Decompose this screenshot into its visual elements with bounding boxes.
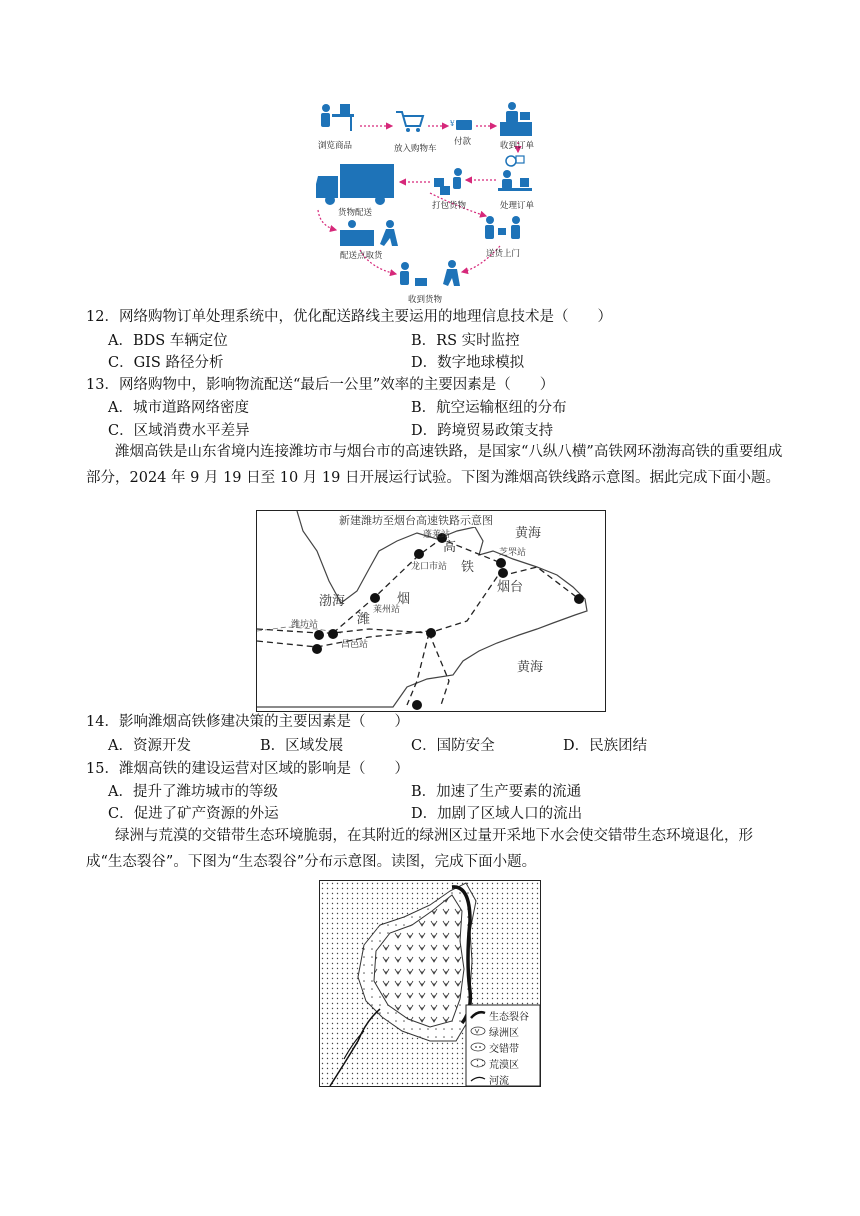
line-char-4: 潍 bbox=[357, 612, 371, 627]
label-process-order: 处理订单 bbox=[500, 201, 535, 211]
legend-ecotone-label: 交错带 bbox=[489, 1043, 519, 1055]
q12-option-d: D．数字地球模拟 bbox=[411, 355, 525, 371]
label-browse: 浏览商品 bbox=[318, 141, 353, 151]
legend-desert-label: 荒漠区 bbox=[489, 1059, 519, 1071]
q12-stem: 12．网络购物订单处理系统中，优化配送路线主要运用的地理信息技术是（ ） bbox=[86, 309, 612, 325]
eco-rift-map bbox=[319, 880, 541, 1087]
card-icon bbox=[449, 120, 472, 130]
shopping-flow-figure bbox=[310, 98, 560, 308]
browse-icon bbox=[321, 104, 354, 131]
q15-option-a: A．提升了潍坊城市的等级 bbox=[108, 784, 278, 800]
label-laizhou: 莱州站 bbox=[373, 605, 401, 615]
legend-river bbox=[470, 1071, 529, 1087]
passage-weiyan: 潍烟高铁是山东省境内连接潍坊市与烟台市的高速铁路，是国家“八纵八横”高铁网环渤海高铁的重要组成部分，2024 年 9 月 19 日至 10 月 19 日开展运行试验。下图为潍烟高铁线路示意图。据此完成下面小题。 bbox=[86, 444, 783, 486]
legend-ecotone bbox=[470, 1039, 529, 1055]
label-huanghai-bottom: 黄海 bbox=[517, 660, 544, 675]
truck-icon bbox=[316, 164, 394, 205]
q15-option-b: B．加速了生产要素的流通 bbox=[411, 784, 582, 800]
label-changyi: 昌邑站 bbox=[341, 640, 369, 650]
legend-oasis-label: 绿洲区 bbox=[489, 1027, 519, 1039]
process-order-icon bbox=[498, 156, 532, 191]
map2-title: 新建潍坊至烟台高速铁路示意图 bbox=[339, 514, 493, 527]
line-char-3: 烟 bbox=[397, 592, 411, 607]
label-pickup: 配送点取货 bbox=[340, 251, 383, 261]
label-pack: 打包货物 bbox=[432, 201, 467, 211]
cart-icon bbox=[396, 112, 423, 132]
eco-rift-legend bbox=[470, 1007, 529, 1087]
q15-option-c: C．促进了矿产资源的外运 bbox=[108, 806, 279, 822]
q12-option-b: B．RS 实时监控 bbox=[411, 333, 520, 349]
label-cart: 放入购物车 bbox=[394, 144, 437, 154]
q14-option-b: B．区域发展 bbox=[260, 738, 344, 754]
label-penglai: 蓬莱站 bbox=[423, 530, 451, 540]
label-yantai: 烟台 bbox=[497, 580, 524, 595]
label-deliver: 货物配送 bbox=[338, 208, 373, 218]
q15-option-d: D．加剧了区域人口的流出 bbox=[411, 806, 583, 822]
label-huanghai-top: 黄海 bbox=[515, 526, 542, 541]
label-pay: 付款 bbox=[454, 137, 472, 147]
q12-option-c: C．GIS 路径分析 bbox=[108, 355, 224, 371]
q13-option-b: B．航空运输枢纽的分布 bbox=[411, 400, 567, 416]
line-char-1: 高 bbox=[443, 540, 457, 555]
passage-eco-rift: 绿洲与荒漠的交错带生态环境脆弱，在其附近的绿洲区过量开采地下水会使交错带生态环境退化，形成“生态裂谷”。下图为“生态裂谷”分布示意图。读图，完成下面小题。 bbox=[86, 828, 753, 870]
legend-rift-label: 生态裂谷 bbox=[489, 1011, 529, 1023]
label-zhifu: 芝罘站 bbox=[499, 548, 527, 558]
q13-option-c: C．区域消费水平差异 bbox=[108, 423, 250, 439]
label-longkou: 龙口市站 bbox=[411, 562, 448, 572]
label-weifang: 潍坊站 bbox=[291, 620, 319, 630]
label-door: 送货上门 bbox=[486, 249, 521, 259]
svg-text:¥: ¥ bbox=[450, 120, 455, 128]
pickup-icon bbox=[340, 220, 398, 246]
label-received: 收到货物 bbox=[408, 295, 443, 305]
line-char-2: 铁 bbox=[461, 560, 475, 575]
pack-icon bbox=[434, 168, 462, 195]
q14-stem: 14．影响潍烟高铁修建决策的主要因素是（ ） bbox=[86, 714, 409, 730]
door-delivery-icon bbox=[485, 216, 520, 239]
q13-option-d: D．跨境贸易政策支持 bbox=[411, 423, 554, 439]
q13-option-a: A．城市道路网络密度 bbox=[108, 400, 249, 416]
q14-option-a: A．资源开发 bbox=[108, 738, 191, 754]
shopping-flow-diagram bbox=[310, 98, 560, 308]
q14-option-c: C．国防安全 bbox=[411, 738, 495, 754]
legend-oasis bbox=[470, 1023, 529, 1039]
legend-desert bbox=[470, 1055, 529, 1071]
received-goods-icon bbox=[400, 260, 460, 286]
label-receive-order: 收到订单 bbox=[500, 141, 535, 151]
q12-option-a: A．BDS 车辆定位 bbox=[108, 333, 228, 349]
label-bohai: 渤海 bbox=[319, 594, 346, 609]
legend-rift bbox=[470, 1007, 529, 1023]
q14-option-d: D．民族团结 bbox=[563, 738, 648, 754]
legend-river-label: 河流 bbox=[489, 1075, 509, 1087]
weiyan-map bbox=[256, 510, 606, 712]
receive-order-icon bbox=[500, 102, 532, 136]
q15-stem: 15．潍烟高铁的建设运营对区域的影响是（ ） bbox=[86, 761, 409, 777]
weiyan-map-svg bbox=[257, 511, 605, 711]
q13-stem: 13．网络购物中，影响物流配送“最后一公里”效率的主要因素是（ ） bbox=[86, 377, 555, 393]
